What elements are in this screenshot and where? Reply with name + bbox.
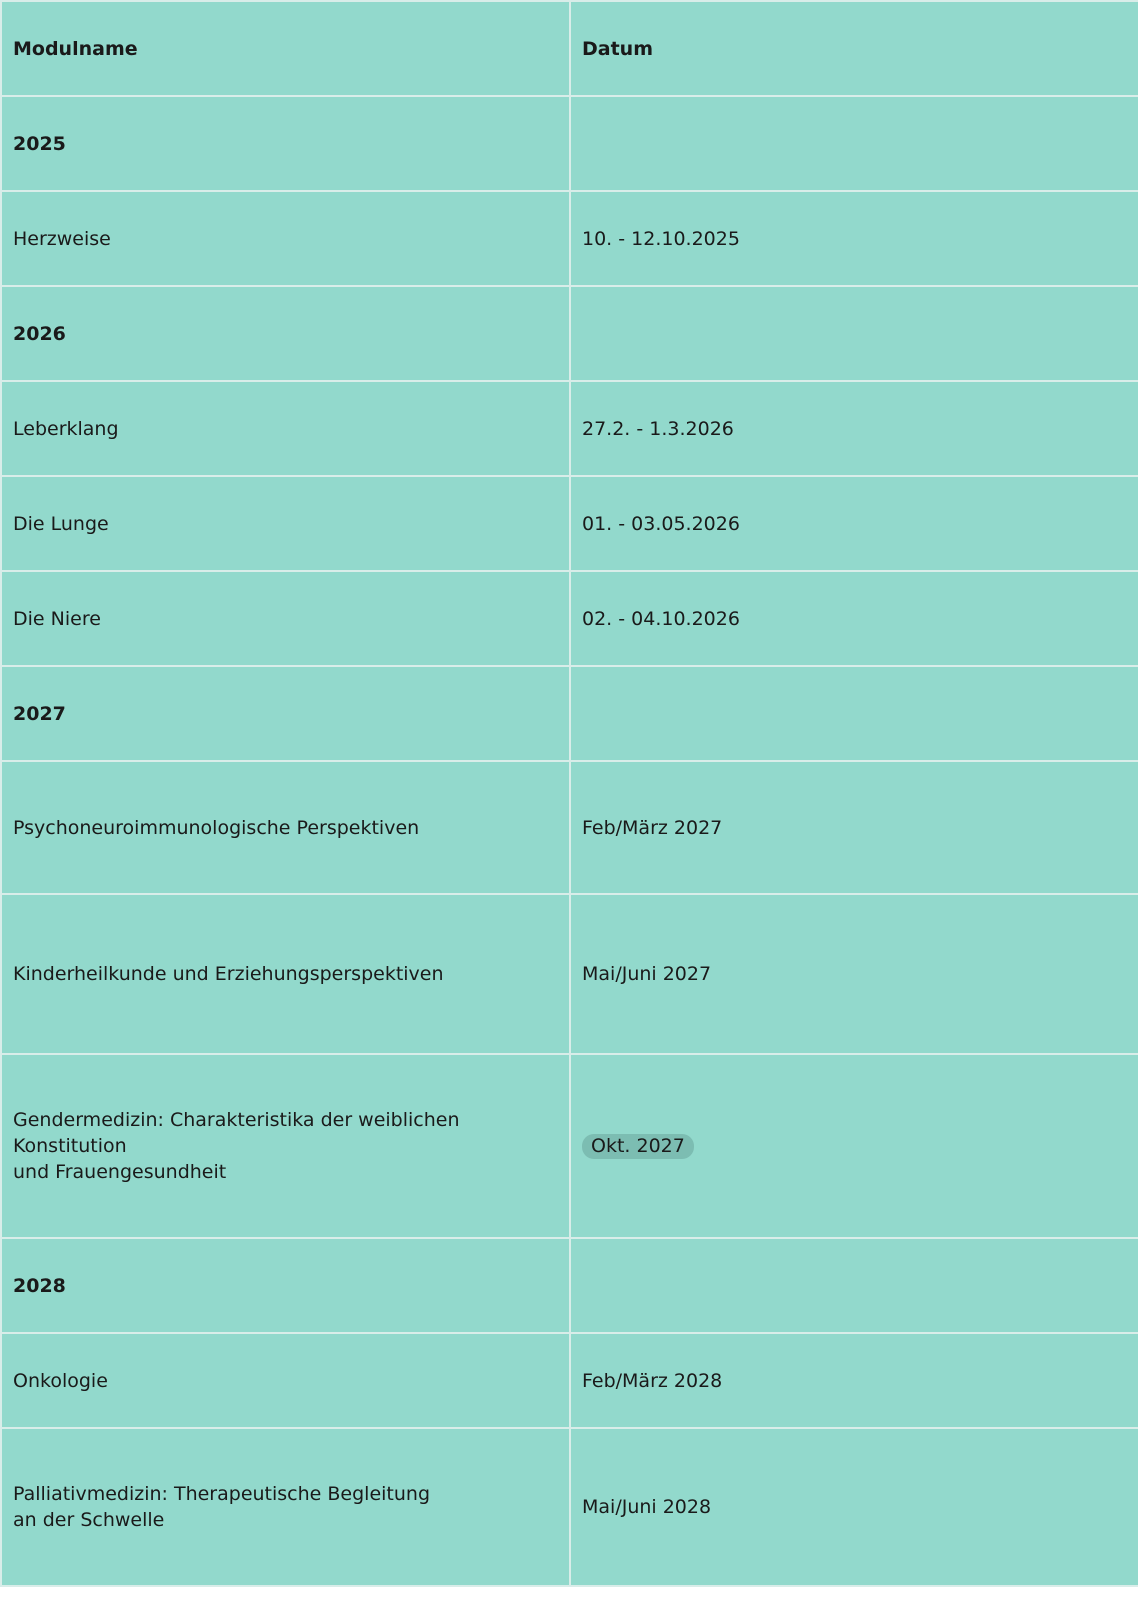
module-name-line-2: und Frauengesundheit <box>13 1161 227 1183</box>
module-date: 27.2. - 1.3.2026 <box>570 381 1138 476</box>
year-row <box>1 1238 1138 1333</box>
header-modulname: Modulname <box>1 1 570 96</box>
table-row <box>1 476 1138 571</box>
table-row <box>1 1333 1138 1428</box>
year-label: 2025 <box>1 96 570 191</box>
module-name: Herzweise <box>1 191 570 286</box>
module-date: 10. - 12.10.2025 <box>570 191 1138 286</box>
year-label: 2026 <box>1 286 570 381</box>
table-row <box>1 1428 1138 1586</box>
module-date <box>570 1054 1138 1238</box>
module-name: Die Niere <box>1 571 570 666</box>
module-name: Die Lunge <box>1 476 570 571</box>
year-row <box>1 96 1138 191</box>
module-name <box>1 1428 570 1586</box>
year-row <box>1 286 1138 381</box>
module-name-line-2: an der Schwelle <box>13 1509 165 1531</box>
table-row <box>1 761 1138 894</box>
module-name: Leberklang <box>1 381 570 476</box>
table-row <box>1 191 1138 286</box>
module-name <box>1 1054 570 1238</box>
module-name: Onkologie <box>1 1333 570 1428</box>
module-date: Feb/März 2028 <box>570 1333 1138 1428</box>
module-date: Feb/März 2027 <box>570 761 1138 894</box>
table-row <box>1 894 1138 1054</box>
date-highlight-badge: Okt. 2027 <box>582 1134 694 1159</box>
header-datum: Datum <box>570 1 1138 96</box>
table-header-row <box>1 1 1138 96</box>
year-date-cell <box>570 666 1138 761</box>
module-date: 01. - 03.05.2026 <box>570 476 1138 571</box>
year-label: 2027 <box>1 666 570 761</box>
module-name-line-1: Palliativmedizin: Therapeutische Begleitung <box>13 1483 431 1505</box>
table-row <box>1 571 1138 666</box>
year-label: 2028 <box>1 1238 570 1333</box>
year-date-cell <box>570 96 1138 191</box>
module-name-line-1: Gendermedizin: Charakteristika der weiblichen Konstitution <box>13 1109 460 1157</box>
module-date: Mai/Juni 2027 <box>570 894 1138 1054</box>
year-row <box>1 666 1138 761</box>
module-date: Mai/Juni 2028 <box>570 1428 1138 1586</box>
year-date-cell <box>570 1238 1138 1333</box>
table-row <box>1 381 1138 476</box>
module-name: Psychoneuroimmunologische Perspektiven <box>1 761 570 894</box>
module-date: 02. - 04.10.2026 <box>570 571 1138 666</box>
module-name: Kinderheilkunde und Erziehungsperspektiven <box>1 894 570 1054</box>
table-row <box>1 1054 1138 1238</box>
year-date-cell <box>570 286 1138 381</box>
